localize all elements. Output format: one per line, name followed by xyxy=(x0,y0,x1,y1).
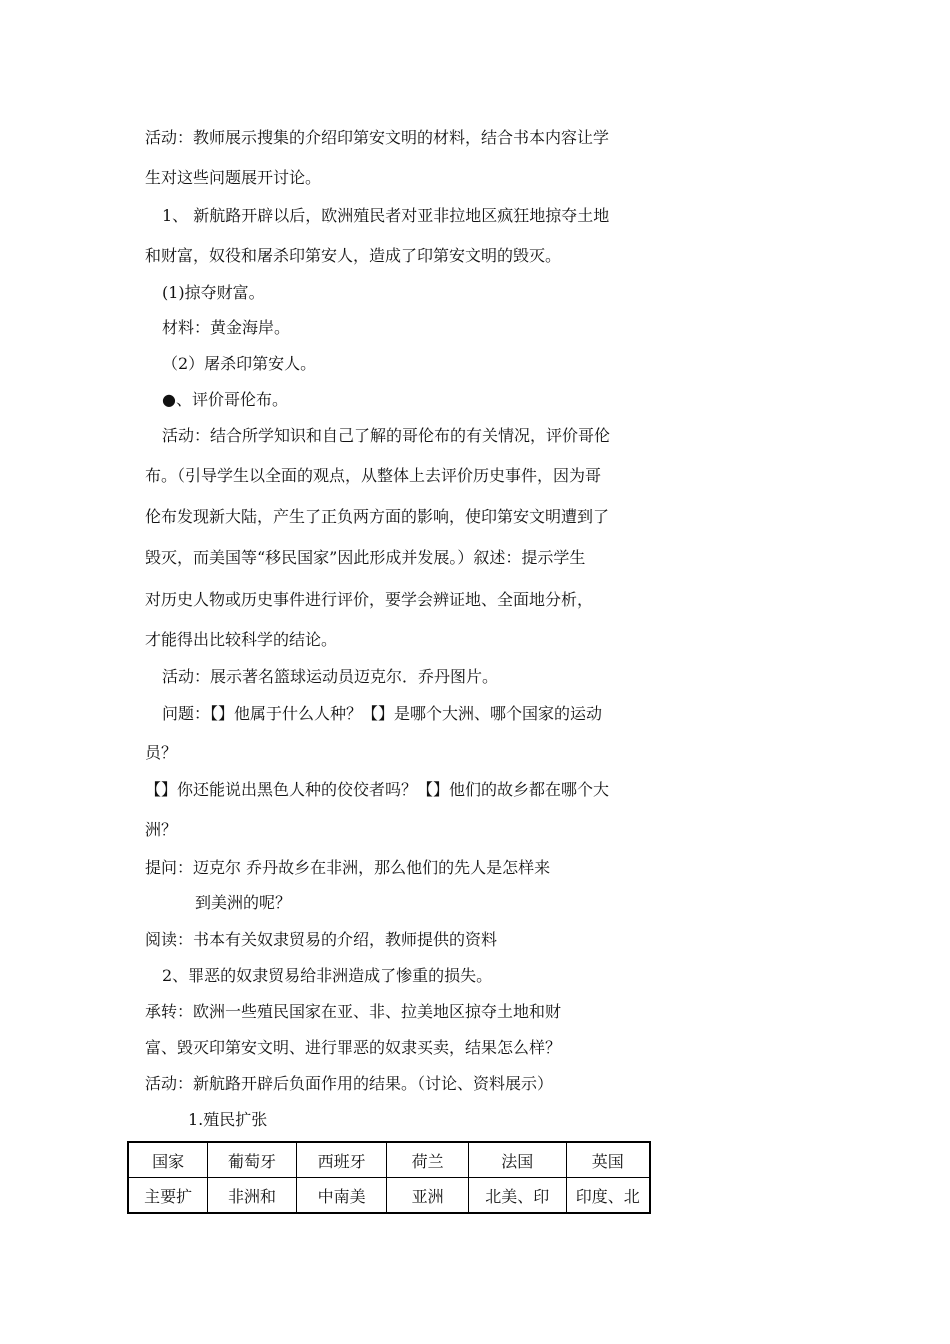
paragraph-line: 承转：欧洲一些殖民国家在亚、非、拉美地区掠夺土地和财 xyxy=(145,1002,562,1021)
paragraph-line: ●、评价哥伦布。 xyxy=(162,390,288,409)
table-header-row xyxy=(128,1142,650,1178)
table-header-cell: 西班牙 xyxy=(296,1142,387,1178)
paragraph-line: 伦布发现新大陆，产生了正负两方面的影响，使印第安文明遭到了 xyxy=(145,507,610,526)
paragraph-line: 才能得出比较科学的结论。 xyxy=(145,630,338,649)
paragraph-line: 活动：新航路开辟后负面作用的结果。（讨论、资料展示） xyxy=(145,1074,554,1093)
paragraph-line: 1、 新航路开辟以后，欧洲殖民者对亚非拉地区疯狂地掠夺土地 xyxy=(162,206,610,225)
paragraph-line: 阅读：书本有关奴隶贸易的介绍，教师提供的资料 xyxy=(145,930,498,949)
table-header-cell: 葡萄牙 xyxy=(208,1142,297,1178)
paragraph-line: 到美洲的呢？ xyxy=(195,893,292,912)
paragraph-line: (1)掠夺财富。 xyxy=(162,283,265,302)
paragraph-line: 提问：迈克尔 乔丹故乡在非洲，那么他们的先人是怎样来 xyxy=(145,858,551,877)
paragraph-line: 布。（引导学生以全面的观点，从整体上去评价历史事件，因为哥 xyxy=(145,466,602,485)
paragraph-line: 员？ xyxy=(145,743,178,762)
table-cell: 中南美 xyxy=(296,1178,387,1214)
table-header-cell: 法国 xyxy=(468,1142,566,1178)
paragraph-line: 1.殖民扩张 xyxy=(188,1110,268,1129)
paragraph-line: 洲？ xyxy=(145,820,178,839)
table-cell: 北美、印 xyxy=(468,1178,566,1214)
paragraph-line: 活动：结合所学知识和自己了解的哥伦布的有关情况，评价哥伦 xyxy=(162,426,611,445)
paragraph-line: 材料：黄金海岸。 xyxy=(162,318,291,337)
table-cell: 亚洲 xyxy=(387,1178,469,1214)
table-cell: 印度、北 xyxy=(566,1178,650,1214)
paragraph-line: 【】你还能说出黑色人种的佼佼者吗？【】他们的故乡都在哪个大 xyxy=(145,780,610,799)
table-row xyxy=(128,1178,650,1214)
paragraph-line: 对历史人物或历史事件进行评价，要学会辨证地、全面地分析， xyxy=(145,590,594,609)
paragraph-line: （2）屠杀印第安人。 xyxy=(162,354,317,373)
paragraph-line: 问题：【】他属于什么人种？【】是哪个大洲、哪个国家的运动 xyxy=(162,704,603,723)
table-header-cell: 荷兰 xyxy=(387,1142,469,1178)
paragraph-line: 活动：教师展示搜集的介绍印第安文明的材料，结合书本内容让学 xyxy=(145,128,610,147)
paragraph-line: 生对这些问题展开讨论。 xyxy=(145,168,322,187)
table-cell: 非洲和 xyxy=(208,1178,297,1214)
paragraph-line: 和财富，奴役和屠杀印第安人，造成了印第安文明的毁灭。 xyxy=(145,246,562,265)
paragraph-line: 活动：展示著名篮球运动员迈克尔．乔丹图片。 xyxy=(162,667,499,686)
colonial-expansion-table xyxy=(127,1141,651,1214)
paragraph-line: 2、罪恶的奴隶贸易给非洲造成了惨重的损失。 xyxy=(162,966,493,985)
paragraph-line: 毁灭，而美国等“移民国家”因此形成并发展。）叙述：提示学生 xyxy=(145,548,586,567)
table-cell: 主要扩 xyxy=(128,1178,208,1214)
table-header-cell: 国家 xyxy=(128,1142,208,1178)
paragraph-line: 富、毁灭印第安文明、进行罪恶的奴隶买卖，结果怎么样？ xyxy=(145,1038,562,1057)
table-header-cell: 英国 xyxy=(566,1142,650,1178)
